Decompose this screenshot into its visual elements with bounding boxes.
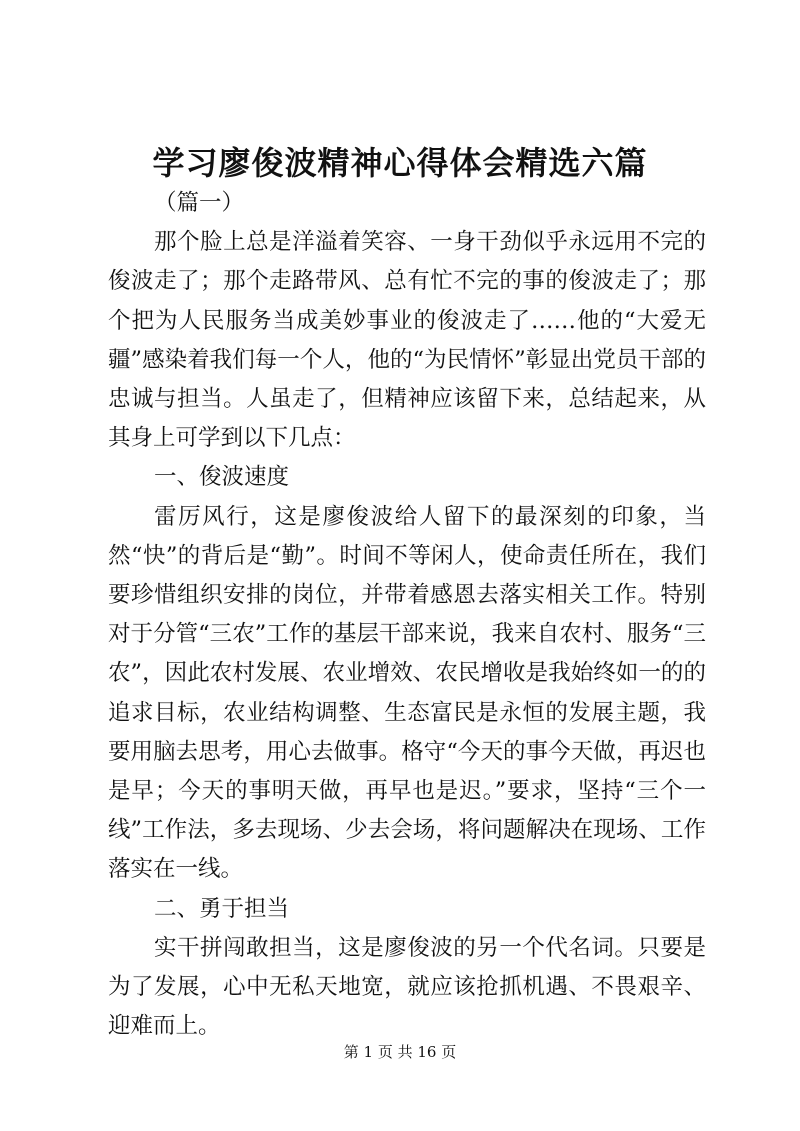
section-heading: 二、勇于担当	[154, 895, 290, 922]
page-footer: 第 1 页 共 16 页	[343, 1043, 457, 1061]
body-paragraph: 实干拼闯敢担当，这是廖俊波的另一个代名词。只要是为了发展，心中无私天地宽，就应该抢抓机遇、不畏艰辛、迎难而上。	[108, 934, 706, 1040]
document-body	[108, 184, 706, 1046]
section-label: （篇一）	[154, 190, 245, 216]
page-title: 学习廖俊波精神心得体会精选六篇	[152, 144, 648, 182]
body-paragraph: 雷厉风行，这是廖俊波给人留下的最深刻的印象，当然“快”的背后是“勤”。时间不等闲人，使命责任所在，我们要珍惜组织安排的岗位，并带着感恩去落实相关工作。特别对于分管“三农”工作的基层干部来说，我来自农村、服务“三农”，因此农村发展、农业增效、农民增收是我始终如一的的追求目标，农业结构调整、生态富民是永恒的发展主题，我要用脑去思考，用心去做事。格守“今天的事今天做，再迟也是早；今天的事明天做，再早也是迟。”要求，坚持“三个一线”工作法，多去现场、少去会场，将问题解决在现场、工作落实在一线。	[108, 503, 706, 883]
body-paragraph: 那个脸上总是洋溢着笑容、一身干劲似乎永远用不完的俊波走了；那个走路带风、总有忙不完的事的俊波走了；那个把为人民服务当成美妙事业的俊波走了……他的“大爱无疆”感染着我们每一个人，他的“为民情怀”彰显出党员干部的忠诚与担当。人虽走了，但精神应该留下来，总结起来，从其身上可学到以下几点：	[108, 229, 706, 452]
section-heading: 一、俊波速度	[154, 464, 290, 491]
